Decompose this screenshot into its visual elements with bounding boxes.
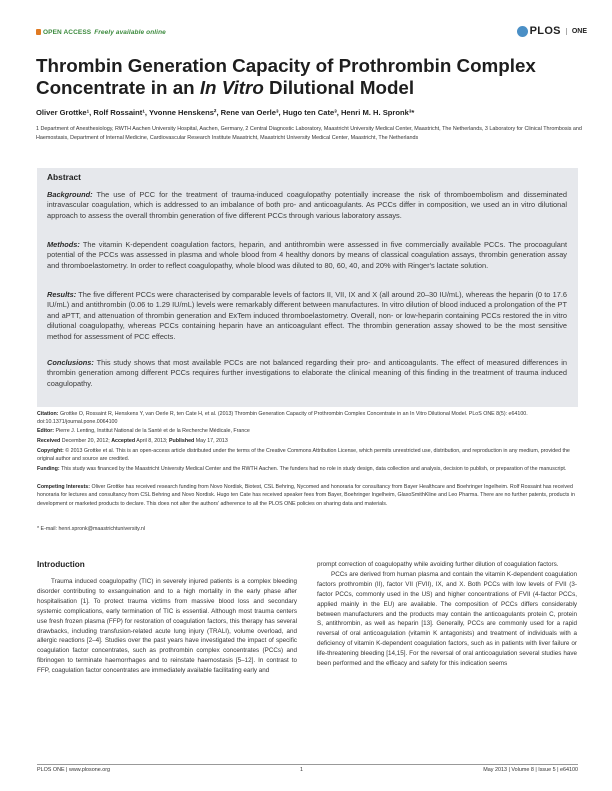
citation-block <box>37 410 577 427</box>
title-italic: In Vitro <box>199 77 264 98</box>
right-col-para-1: prompt correction of coagulopathy while avoiding further dilution of coagulation factors. <box>317 561 559 568</box>
competing-text: Oliver Grottke has received research funding from Novo Nordisk, Biotest, CSL Behring, Nycomed and honoraria for consultancy from Bayer Healthcare and Boehringer Ingelheim. Rolf Rossaint has received honoraria for lectures and consultancy from CSL Behring and Novo Nordisk. Hugo ten Cate has received speaker fees from Bayer, Boehringer Ingelheim, GlaxoSmithKline and Leo Pharma. There are no further patents, products in development or marketed products to declare. This does not alter the authors' adherence to all the PLOS ONE policies on sharing data and materials. <box>37 484 575 507</box>
body-right-column <box>317 560 577 669</box>
open-access-text-1: OPEN <box>43 29 62 36</box>
abstract-background <box>47 190 567 221</box>
copyright-label: Copyright: <box>37 448 64 454</box>
methods-label: Methods: <box>47 240 80 249</box>
methods-text: The vitamin K-dependent coagulation factors, heparin, and antithrombin were assessed in five commercially available PCCs. The procoagulant potential of the PCCs was assessed in plasma and whole blood from 4 healthy donors by means of classical coagulation assays, thrombin generation assay and thromboelastometry. In order to reflect coagulopathy, whole blood was diluted to 80, 60, 40, and 20% with Ringer's lactate solution. <box>47 240 567 270</box>
body-left-column: Trauma induced coagulopathy (TIC) in severely injured patients is a complex bleeding disorder contributing to exsanguination and to a high mortality in the early phase after hospitalisation [1]. To protect trauma victims from massive blood loss and secondary systemic complications, early termination of TIC is essential. Although most trauma centers use fresh frozen plasma (FFP) for restoration of coagulation factors, this therapy has several drawbacks, including transfusion-related acute lung injury (TRALI), volume overload, and allergic reactions [2–4]. Studies over the past years have investigated the impact of specific coagulation factor concentrates, such as prothrombin complex concentrates (PCCs) and fibrinogen to terminate haemorrhages and to reinstate haemostasis [5–12]. In contrast to FFP, coagulation factor concentrates are immediately available facilitating early and <box>37 578 297 675</box>
affiliations: 1 Department of Anesthesiology, RWTH Aachen University Hospital, Aachen, Germany, 2 Central Diagnostic Laboratory, Maastricht University Medical Center, Maastricht, The Netherlands, 3 Laboratory for Clinical Thrombosis and Haemostasis, Department of Internal Medicine, Cardiovascular Research Institute Maastricht, Maastricht University Medical Center, Maastricht, The Netherlands <box>36 126 582 141</box>
abstract-conclusions <box>47 358 567 389</box>
plos-publisher: PLOS <box>529 25 561 37</box>
copyright-text: © 2013 Grottke et al. This is an open-access article distributed under the terms of the Creative Commons Attribution License, which permits unrestricted use, distribution, and reproduction in any medium, provided the original author and source are credited. <box>37 448 570 463</box>
citation-label: Citation: <box>37 411 59 417</box>
email-link[interactable]: * E-mail: henri.spronk@maastrichtuniversity.nl <box>37 526 146 532</box>
freely-available-text: Freely available online <box>94 29 166 36</box>
editor-label: Editor: <box>37 428 55 434</box>
funding-block <box>37 465 577 473</box>
title-part2: Dilutional Model <box>263 77 415 98</box>
abstract-methods <box>47 240 567 271</box>
plos-one-logo <box>517 24 587 38</box>
introduction-heading: Introduction <box>37 560 85 569</box>
accepted-date: April 8, 2013; <box>135 438 169 444</box>
open-access-text-2: ACCESS <box>63 29 92 36</box>
abstract-heading: Abstract <box>47 172 81 182</box>
abstract-results <box>47 290 567 342</box>
paper-title <box>36 55 576 99</box>
open-access-lock-icon <box>36 29 41 35</box>
background-text: The use of PCC for the treatment of trauma-induced coagulopathy potentially increase the risk of thromboembolism and disseminated intravascular coagulation, which is addressed to an imbalance of both pro- and anticoagulants. As PCCs differ in composition, we used an in vitro dilutional approach to assess the overall thrombin generation of five different PCCs through various laboratory assays. <box>47 190 567 220</box>
published-label: Published <box>168 438 195 444</box>
author-list: Oliver Grottke¹, Rolf Rossaint¹, Yvonne Henskens², Rene van Oerle³, Hugo ten Cate³, Henri M. H. Spronk³* <box>36 108 415 117</box>
open-access-banner <box>36 29 166 36</box>
funding-text: This study was financed by the Maastricht University Medical Center and the RWTH Aachen. The funders had no role in study design, data collection and analysis, decision to publish, or preparation of the manuscript. <box>59 466 567 472</box>
competing-interests-block <box>37 483 577 508</box>
editor-text: Pierre J. Lenting, Institut National de la Santé et de la Recherche Médicale, France <box>54 428 250 434</box>
copyright-block <box>37 447 577 464</box>
received-label: Received <box>37 438 61 444</box>
footer-journal[interactable]: PLOS ONE | www.plosone.org <box>37 767 111 773</box>
right-col-para-2: PCCs are derived from human plasma and contain the vitamin K-dependent coagulation factors prothrombin (II), factor VII (FVII), IX, and X. Both PCCs with low levels of FVII (3-factor PCCs, commonly used in the US) and higher concentrations of FVII (4-factor PCCs, applied mainly in the EU) are available. The composition of PCCs differs considerably between manufacturers and the products may contain the anticoagulants protein C, protein S, antithrombin, as well as heparin [13]. Generally, PCCs are commonly used for a rapid reversal of oral anticoagulation (vitamin K antagonists) and treatment of individuals with a deficiency of vitamin K-dependent coagulation factors, such as in patients with liver failure or life-threatening bleeding [14,15]. For the reversal of oral anticoagulation several studies have been performed and the efficacy and safety for this indication seems <box>317 570 577 668</box>
footer-page-number: 1 <box>300 767 303 773</box>
published-date: May 17, 2013 <box>194 438 228 444</box>
title-part1: Thrombin Generation Capacity of Prothrombin Complex Concentrate in an <box>36 55 536 98</box>
conclusions-text: This study shows that most available PCCs are not balanced regarding their pro- and anticoagulants. The effect of measured differences in thrombin generation among different PCCs requires further investigations to elaborate the clinical meaning of this finding in the treatment of trauma induced coagulopathy. <box>47 358 567 388</box>
received-date: December 20, 2012; <box>60 438 112 444</box>
footer-issue: May 2013 | Volume 8 | Issue 5 | e64100 <box>483 767 578 773</box>
plos-logo-icon <box>517 26 528 37</box>
competing-label: Competing Interests: <box>37 484 90 490</box>
footer-divider <box>37 764 578 765</box>
citation-text: Grottke O, Rossaint R, Henskens Y, van Oerle R, ten Cate H, et al. (2013) Thrombin Generation Capacity of Prothrombin Complex Concentrate in an In Vitro Dilutional Model. PLoS ONE 8(5): e64100. doi:10.1371/journal.pone.0064100 <box>37 411 528 426</box>
plos-journal: ONE <box>566 28 587 35</box>
accepted-label: Accepted <box>111 438 136 444</box>
conclusions-label: Conclusions: <box>47 358 94 367</box>
editor-block <box>37 427 577 435</box>
dates-block <box>37 437 577 445</box>
results-text: The five different PCCs were characterised by comparable levels of factors II, VII, IX and X (all around 20–30 IU/mL), whereas the heparin (0 to 17.6 IU/mL) and antithrombin (0.06 to 1.29 IU/mL) levels were remarkably different between manufactures. In vitro dilution of blood induced a prolongation of the PT and aPTT, and attenuation of thrombin generation and ExTem induced thromboelastometry. Overall, non- or low-heparin containing PCCs restored the in vitro dilutional coagulopathy, whereas PCCs containing heparin have an anticoagulant effect. The thrombin generation assay showed to be the most sensitive method for assessment of PCC effects. <box>47 290 567 341</box>
results-label: Results: <box>47 290 77 299</box>
background-label: Background: <box>47 190 93 199</box>
funding-label: Funding: <box>37 466 60 472</box>
